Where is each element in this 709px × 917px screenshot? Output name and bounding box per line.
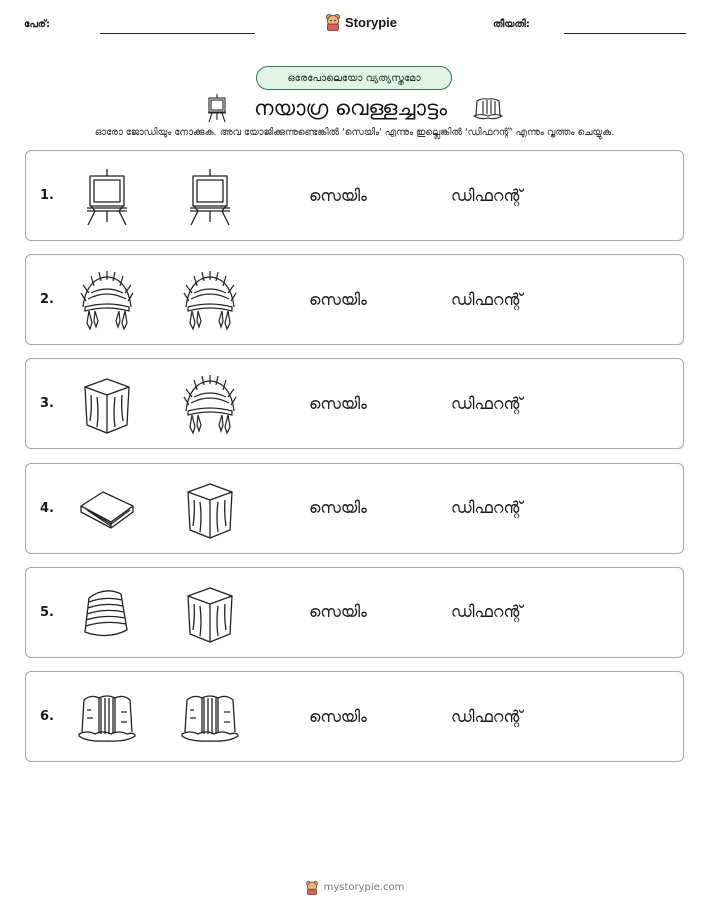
footer-url[interactable]: mystorypie.com bbox=[323, 882, 405, 893]
row-number: 6. bbox=[40, 709, 54, 724]
instruction-text: ഓരോ ജോഡിയും നോക്കുക. അവ യോജിക്കുന്നുണ്ടെങ്കിൽ 'സെയിം' എന്നും ഇല്ലെങ്കിൽ 'ഡിഫറന്റ്' എന്നും വൃത്തം ചെയ്യുക. bbox=[94, 127, 615, 138]
row-number: 3. bbox=[40, 396, 54, 412]
same-option[interactable]: സെയിം bbox=[309, 393, 367, 413]
easel-icon bbox=[206, 93, 228, 123]
different-option[interactable]: ഡിഫറന്റ് bbox=[451, 185, 523, 205]
date-label: തീയതി: bbox=[493, 19, 530, 30]
date-line[interactable] bbox=[564, 33, 686, 34]
page-title: നയാഗ്ര വെള്ളച്ചാട്ടം bbox=[253, 95, 448, 120]
waterfall-icon bbox=[473, 95, 503, 121]
row-number: 4. bbox=[40, 500, 54, 516]
headdress-icon bbox=[180, 375, 240, 435]
waterfall-icon bbox=[77, 688, 137, 748]
title-row bbox=[0, 92, 709, 124]
same-option[interactable]: സെയിം bbox=[309, 706, 367, 726]
exercise-row bbox=[25, 463, 684, 554]
easel-icon bbox=[77, 167, 137, 227]
stump-icon bbox=[77, 375, 137, 435]
bear-logo-icon bbox=[325, 13, 341, 31]
logo-text: Storypie bbox=[345, 14, 398, 30]
exercise-row bbox=[25, 358, 684, 449]
name-line[interactable] bbox=[100, 33, 255, 34]
different-option[interactable]: ഡിഫറന്റ് bbox=[451, 498, 523, 518]
row-number: 1. bbox=[40, 188, 54, 203]
storypie-logo bbox=[325, 13, 397, 31]
bear-logo-icon bbox=[305, 880, 319, 895]
footer bbox=[0, 880, 709, 895]
same-option[interactable]: സെയിം bbox=[309, 185, 367, 205]
stump-icon bbox=[180, 480, 240, 540]
exercise-row bbox=[25, 254, 684, 345]
different-option[interactable]: ഡിഫറന്റ് bbox=[451, 393, 523, 413]
easel-icon bbox=[180, 167, 240, 227]
stump-icon bbox=[180, 584, 240, 644]
different-option[interactable]: ഡിഫറന്റ് bbox=[451, 289, 523, 309]
topic-badge: ഒരേപോലെയോ വ്യത്യസ്തമോ bbox=[256, 66, 452, 90]
same-option[interactable]: സെയിം bbox=[309, 602, 367, 622]
book-icon bbox=[77, 480, 137, 540]
row-number: 2. bbox=[40, 292, 54, 308]
exercise-row bbox=[25, 567, 684, 658]
rock-icon bbox=[77, 584, 137, 644]
waterfall-icon bbox=[180, 688, 240, 748]
different-option[interactable]: ഡിഫറന്റ് bbox=[451, 706, 523, 726]
headdress-icon bbox=[180, 271, 240, 331]
headdress-icon bbox=[77, 271, 137, 331]
same-option[interactable]: സെയിം bbox=[309, 498, 367, 518]
different-option[interactable]: ഡിഫറന്റ് bbox=[451, 602, 523, 622]
same-option[interactable]: സെയിം bbox=[309, 289, 367, 309]
name-label: പേര്: bbox=[24, 19, 50, 30]
exercise-row bbox=[25, 150, 684, 241]
exercise-row bbox=[25, 671, 684, 762]
row-number: 5. bbox=[40, 604, 54, 620]
